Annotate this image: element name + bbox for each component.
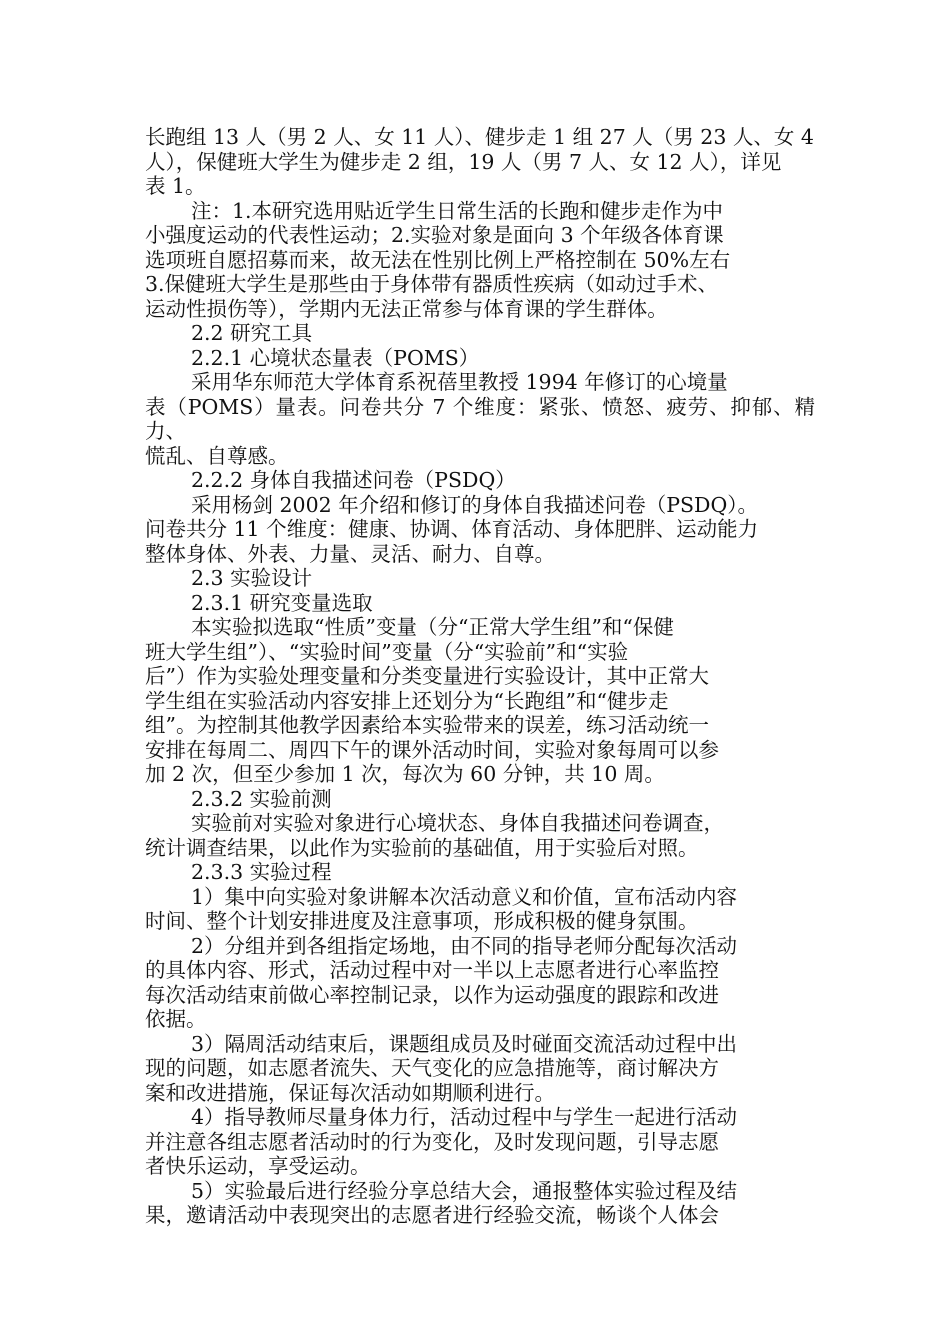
paragraph-step-1: 1）集中向实验对象讲解本次活动意义和价值，宣布活动内容 时间、整个计划安排进度及注意事项，形成积极的健身氛围。	[145, 884, 738, 933]
subsection-heading-2-2-2: 2.2.2 身体自我描述问卷（PSDQ）	[191, 468, 516, 492]
section-heading-2-2: 2.2 研究工具	[191, 321, 313, 345]
paragraph-group-counts: 长跑组 13 人（男 2 人、女 11 人）、健步走 1 组 27 人（男 23 人、女 4 人），保健班大学生为健步走 2 组，19 人（男 7 人、女 12 人），详见 表 1。	[145, 125, 814, 198]
subsection-heading-2-3-1: 2.3.1 研究变量选取	[191, 590, 373, 615]
paragraph-step-4: 4）指导教师尽量身体力行，活动过程中与学生一起进行活动 并注意各组志愿者活动时的行为变化，及时发现问题，引导志愿 者快乐运动，享受运动。	[145, 1105, 738, 1178]
subsection-heading-2-3-2: 2.3.2 实验前测	[191, 786, 332, 811]
paragraph-pretest: 实验前对实验对象进行心境状态、身体自我描述问卷调查， 统计调查结果，以此作为实验前的基础值，用于实验后对照。	[145, 811, 724, 860]
paragraph-variables: 本实验拟选取“性质”变量（分“正常大学生组”和“保健 班大学生组”）、“实验时间”变量（分“实验前”和“实验 后”）作为实验处理变量和分类变量进行实验设计，其中正常大 学生组在实验活动内容安排上还划分为“长跑组”和“健步走 组”。为控制其他教学因素给本实验带来的误差，练习活动统一 安排在每周二、周四下午的课外活动时间，实验对象每周可以参 加 2 次，但至少参加 1 次，每次为 60 分钟，共 10 周。	[145, 615, 719, 786]
subsection-heading-2-3-3: 2.3.3 实验过程	[191, 860, 332, 884]
paragraph-notes: 注：1.本研究选用贴近学生日常生活的长跑和健步走作为中 小强度运动的代表性运动；2.实验对象是面向 3 个年级各体育课 选项班自愿招募而来，故无法在性别比例上严格控制在 50%左右 3.保健班大学生是那些由于身体带有器质性疾病（如动过手术、 运动性损伤等），学期内无法正常参与体育课的学生群体。	[145, 198, 731, 321]
subsection-heading-2-2-1: 2.2.1 心境状态量表（POMS）	[191, 345, 480, 370]
paragraph-step-3: 3）隔周活动结束后，课题组成员及时碰面交流活动过程中出 现的问题，如志愿者流失、天气变化的应急措施等，商讨解决方 案和改进措施，保证每次活动如期顺利进行。	[145, 1031, 738, 1105]
paragraph-step-5: 5）实验最后进行经验分享总结大会，通报整体实验过程及结 果，邀请活动中表现突出的志愿者进行经验交流，畅谈个人体会	[145, 1178, 738, 1227]
paragraph-poms: 采用华东师范大学体育系祝蓓里教授 1994 年修订的心境量 表（POMS）量表。问卷共分 7 个维度：紧张、愤怒、疲劳、抑郁、精力、 慌乱、自尊感。	[145, 370, 815, 468]
document-body	[145, 125, 815, 1228]
paragraph-step-2: 2）分组并到各组指定场地，由不同的指导老师分配每次活动 的具体内容、形式，活动过程中对一半以上志愿者进行心率监控 每次活动结束前做心率控制记录，以作为运动强度的跟踪和改进 依据。	[145, 933, 738, 1031]
paragraph-psdq: 采用杨剑 2002 年介绍和修订的身体自我描述问卷（PSDQ）。 问卷共分 11 个维度：健康、协调、体育活动、身体肥胖、运动能力 整体身体、外表、力量、灵活、耐力、自尊。	[145, 492, 759, 566]
section-heading-2-3: 2.3 实验设计	[191, 566, 313, 590]
